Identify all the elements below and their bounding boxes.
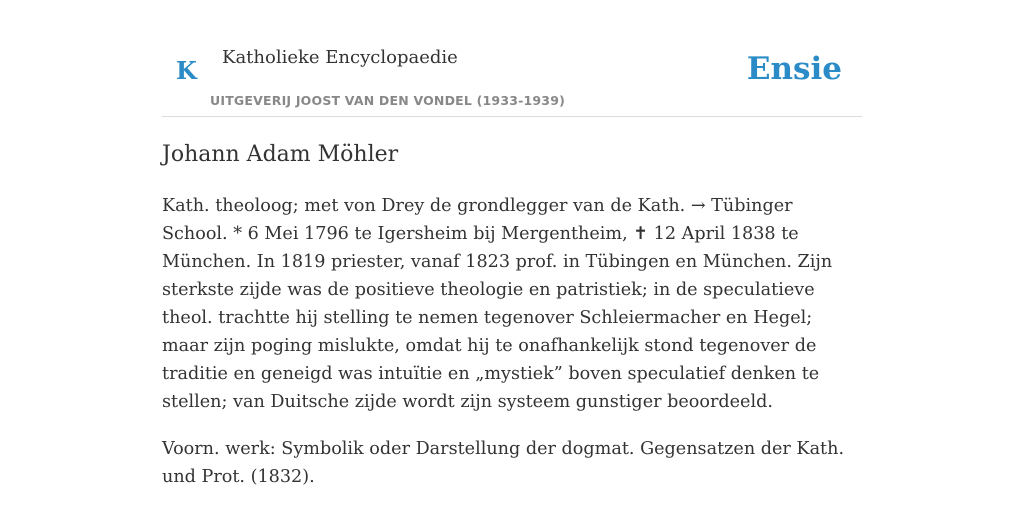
article-paragraph: Voorn. werk: Symbolik oder Darstellung der dogmat. Gegensatzen der Kath. und Prot. (1832). [162, 439, 845, 487]
ensie-brand-logo[interactable]: Ensie [746, 51, 842, 87]
article-paragraph: Kath. theoloog; met von Drey de grondlegger van de Kath. → Tübinger School. * 6 Mei 1796 te Igersheim bij Mergentheim, ✝ 12 April 1838 te München. In 1819 priester, vanaf 1823 prof. in Tübingen en München. Zijn sterkste zijde was de positieve theologie en patristiek; in de speculatieve theol. trachtte hij stelling te nemen tegenover Schleiermacher en Hegel; maar zijn poging mislukte, omdat hij te onafhankelijk stond tegenover de traditie en geneigd was intuïtie en „mystiek” boven speculatief denken te stellen; van Duitsche zijde wordt zijn systeem gunstiger beoordeeld. [162, 196, 833, 412]
site-title[interactable]: Katholieke Encyclopaedie [222, 47, 458, 68]
site-header [162, 0, 862, 117]
article-body [162, 192, 854, 510]
article-title: Johann Adam Möhler [162, 142, 399, 167]
publisher-subtitle: UITGEVERIJ JOOST VAN DEN VONDEL (1933-1939) [210, 93, 566, 108]
encyclopedia-logo-icon[interactable]: K [176, 56, 197, 85]
